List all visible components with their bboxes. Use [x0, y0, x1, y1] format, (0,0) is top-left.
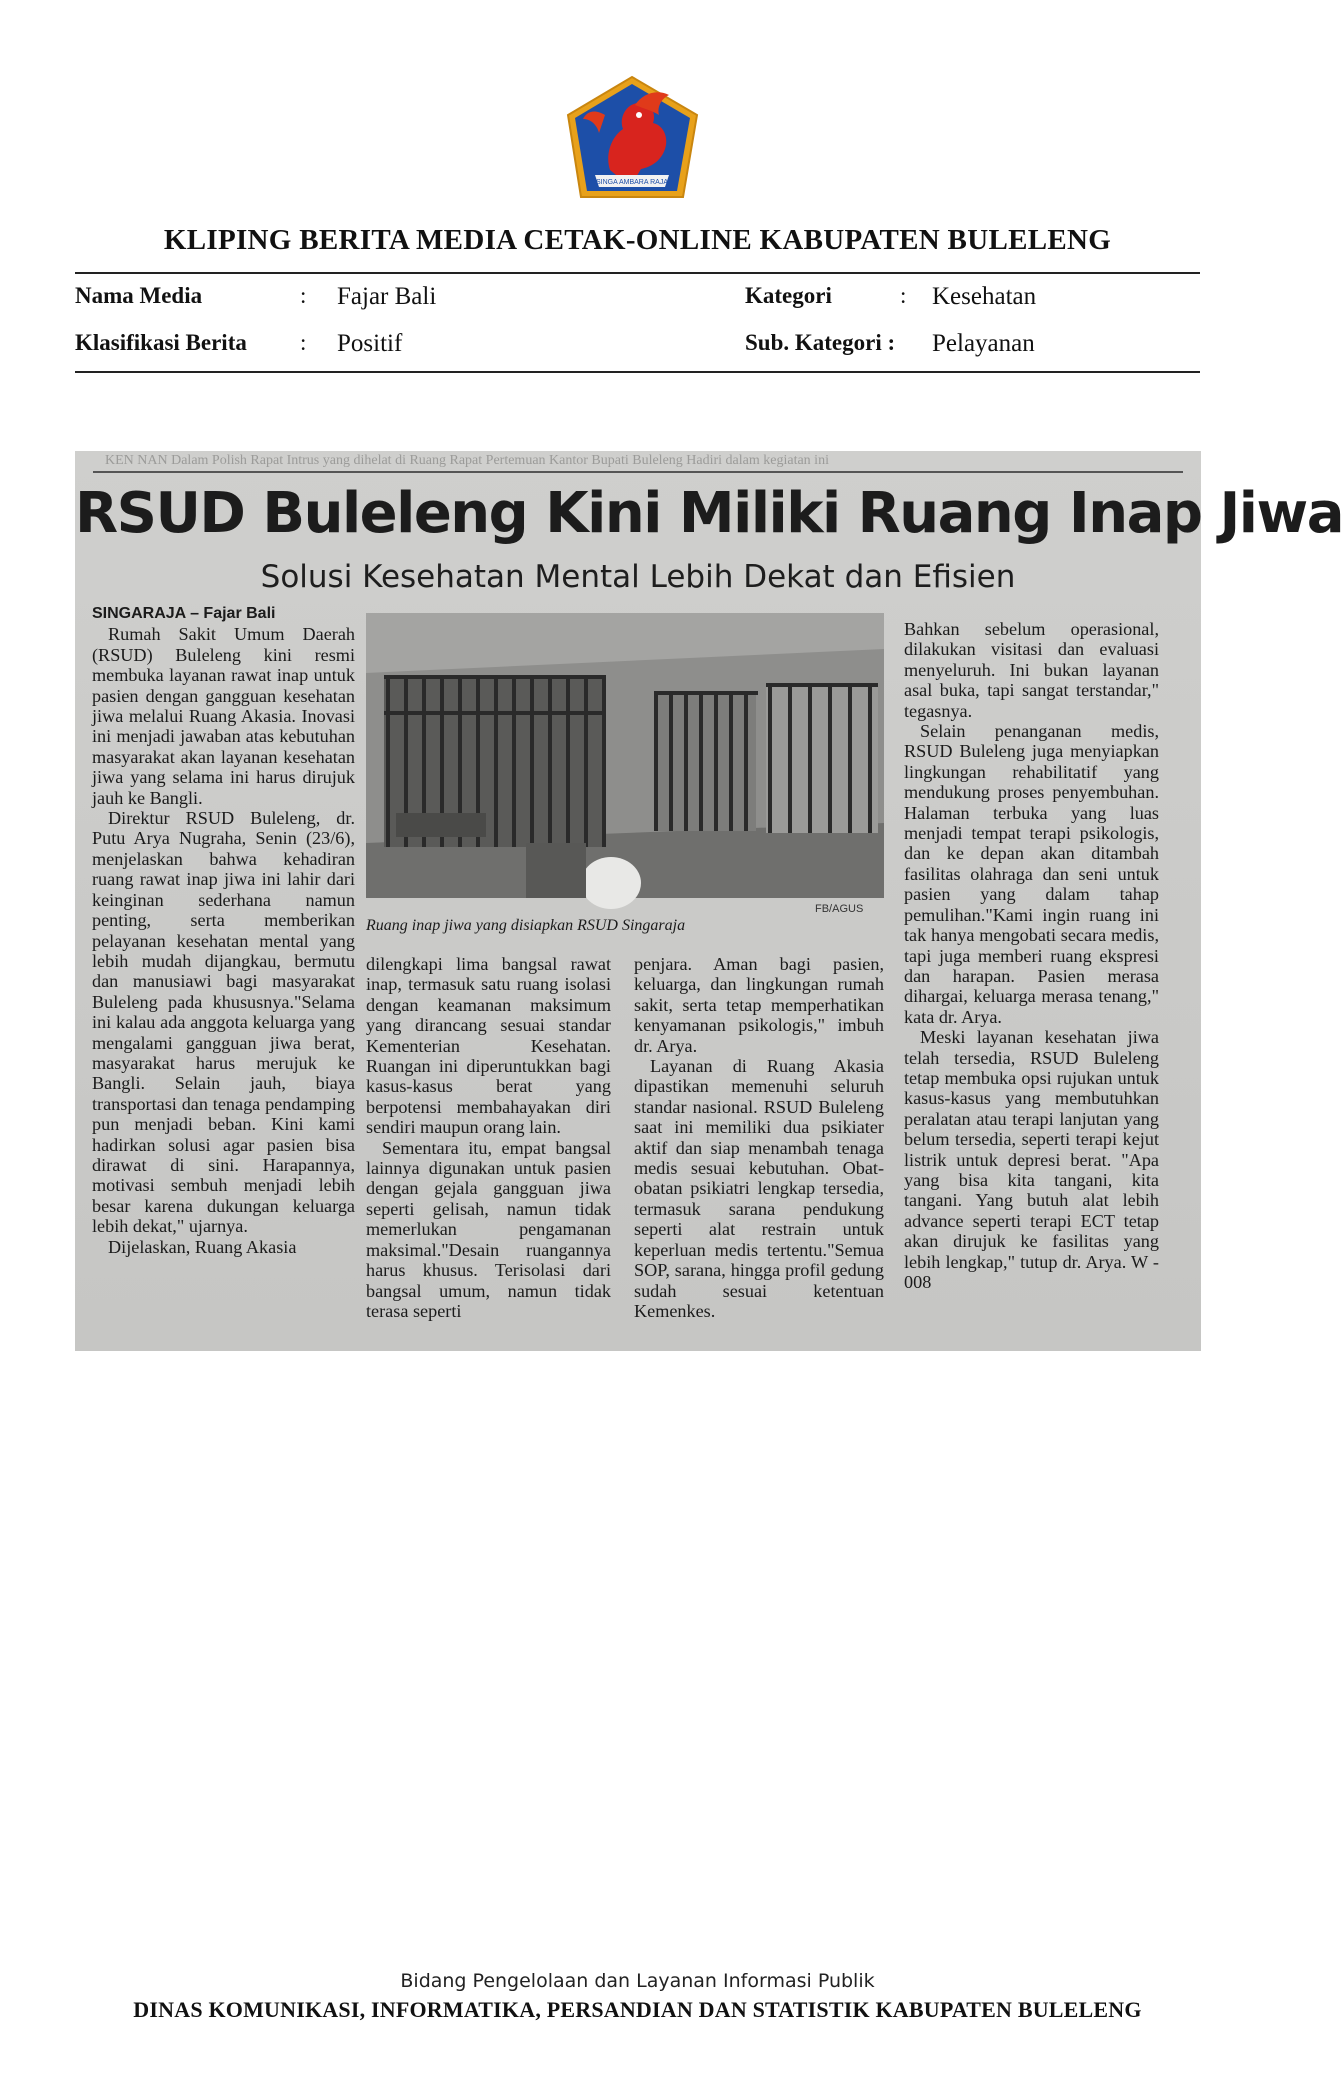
- klasifikasi-label: Klasifikasi Berita: [75, 330, 247, 355]
- article-column-1: [92, 604, 355, 1339]
- paragraph: dilengkapi lima bangsal rawat inap, termasuk satu ruang isolasi dengan keamanan maksimum yang dirancang sesuai standar Kementerian Kesehatan. Ruangan ini diperuntukkan bagi kasus-kasus berat yang berpotensi membahayakan diri sendiri maupun orang lain.: [366, 954, 611, 1138]
- logo-text: SINGA AMBARA RAJA: [596, 179, 668, 186]
- paragraph: Layanan di Ruang Akasia dipastikan memenuhi seluruh standar nasional. RSUD Buleleng saat ini memiliki dua psikiater aktif dan siap menambah tenaga medis sesuai kebutuhan. Obat-obatan psikiatri lengkap tersedia, termasuk sarana pendukung seperti alat restrain untuk keperluan medis tertentu."Semua SOP, sarana, hingga profil gedung sudah sesuai ketentuan Kemenkes.: [634, 1056, 884, 1321]
- klasifikasi-colon: :: [300, 330, 307, 355]
- kategori-colon: :: [900, 283, 907, 308]
- kategori-label: Kategori: [745, 283, 832, 308]
- article-photo: [366, 613, 884, 898]
- paragraph: Direktur RSUD Buleleng, dr. Putu Arya Nugraha, Senin (23/6), menjelaskan bahwa kehadiran ruang rawat inap jiwa ini lahir dari keinginan sederhana namun penting, serta memberikan pelayanan kesehatan mental yang lebih mudah dijangkau, bermutu dan manusiawi bagi masyarakat Buleleng pada khususnya."Selama ini kalau ada anggota keluarga yang mengalami gangguan jiwa berat, masyarakat harus merujuk ke Bangli. Selain jauh, biaya transportasi dan tenaga pendamping pun menjadi beban. Kini kami hadirkan solusi agar pasien bisa dirawat di sini. Harapannya, motivasi sembuh menjadi lebih besar karena dukungan keluarga lebih dekat," ujarnya.: [92, 808, 355, 1237]
- media-label: Nama Media: [75, 283, 203, 308]
- clip-top-rule: [93, 471, 1183, 473]
- paragraph: Selain penanganan medis, RSUD Buleleng juga menyiapkan lingkungan rehabilitatif yang mendukung proses penyembuhan. Halaman terbuka yang luas menjadi tempat terapi psikologis, dan ke depan akan ditambah fasilitas olahraga dan seni untuk pasien yang dalam tahap pemulihan."Kami ingin ruang ini tak hanya mengobati secara medis, tapi juga memberi ruang ekspresi dan harapan. Pasien merasa dihargai, keluarga merasa tenang," kata dr. Arya.: [904, 721, 1159, 1027]
- article-column-2: [366, 954, 611, 1339]
- article-headline: RSUD Buleleng Kini Miliki Ruang Inap Jiwa: [75, 481, 1343, 546]
- paragraph: Dijelaskan, Ruang Akasia: [108, 1236, 297, 1257]
- paragraph: Meski layanan kesehatan jiwa telah tersedia, RSUD Buleleng tetap membuka opsi rujukan untuk kasus-kasus yang membutuhkan peralatan atau terapi lanjutan yang belum tersedia, seperti terapi kejut listrik untuk depresi berat. "Apa yang bisa kita tangani, kita tangani. Yang butuh alat lebih advance seperti terapi ECT tetap akan dirujuk ke fasilitas yang lebih lengkap," tutup dr. Arya. W - 008: [904, 1027, 1159, 1292]
- subkategori-label: Sub. Kategori :: [745, 330, 896, 355]
- article-column-3: [634, 954, 884, 1339]
- klasifikasi-value: Positif: [337, 330, 403, 357]
- paragraph: Rumah Sakit Umum Daerah (RSUD) Buleleng kini resmi membuka layanan rawat inap untuk pasien dengan gangguan kesehatan jiwa melalui Ruang Akasia. Inovasi ini menjadi jawaban atas kebutuhan masyarakat akan layanan kesehatan jiwa yang selama ini harus dirujuk jauh ke Bangli.: [92, 624, 355, 808]
- newspaper-clipping: [75, 451, 1343, 1351]
- singa-ambara-raja-emblem-icon: [565, 75, 700, 201]
- document-title: KLIPING BERITA MEDIA CETAK-ONLINE KABUPATEN BULELENG: [163, 224, 1112, 256]
- kategori-value: Kesehatan: [932, 283, 1037, 310]
- meta-divider: [75, 371, 1200, 373]
- photo-caption: Ruang inap jiwa yang disiapkan RSUD Singaraja: [366, 917, 686, 934]
- photo-credit: FB/AGUS: [815, 903, 864, 915]
- media-colon: :: [300, 283, 307, 308]
- article-column-4: [904, 619, 1159, 1339]
- article-dateline: SINGARAJA – Fajar Bali: [92, 605, 276, 622]
- subkategori-value: Pelayanan: [932, 330, 1035, 357]
- media-value: Fajar Bali: [337, 283, 437, 310]
- article-subheadline: Solusi Kesehatan Mental Lebih Dekat dan Efisien: [260, 559, 1016, 595]
- paragraph: Sementara itu, empat bangsal lainnya digunakan untuk pasien dengan gejala gangguan jiwa seperti gelisah, namun tidak memerlukan pengamanan maksimal."Desain ruangannya harus khusus. Terisolasi dari bangsal umum, namun tidak terasa seperti: [366, 1137, 611, 1321]
- footer-division: Bidang Pengelolaan dan Layanan Informasi Publik: [400, 1970, 875, 1992]
- paragraph: Bahkan sebelum operasional, dilakukan visitasi dan evaluasi menyeluruh. Ini bukan layanan asal buka, tapi sangat terstandar," tegasnya.: [904, 619, 1159, 721]
- title-divider: [75, 272, 1200, 274]
- paragraph: penjara. Aman bagi pasien, keluarga, dan lingkungan rumah sakit, serta tetap memperhatikan kenyamanan psikologis," imbuh dr. Arya.: [634, 954, 884, 1056]
- bleed-through-text: KEN NAN Dalam Polish Rapat Intrus yang dihelat di Ruang Rapat Pertemuan Kantor Bupati Buleleng Hadiri dalam kegiatan ini: [105, 453, 829, 468]
- footer-agency: DINAS KOMUNIKASI, INFORMATIKA, PERSANDIAN DAN STATISTIK KABUPATEN BULELENG: [133, 1997, 1142, 2022]
